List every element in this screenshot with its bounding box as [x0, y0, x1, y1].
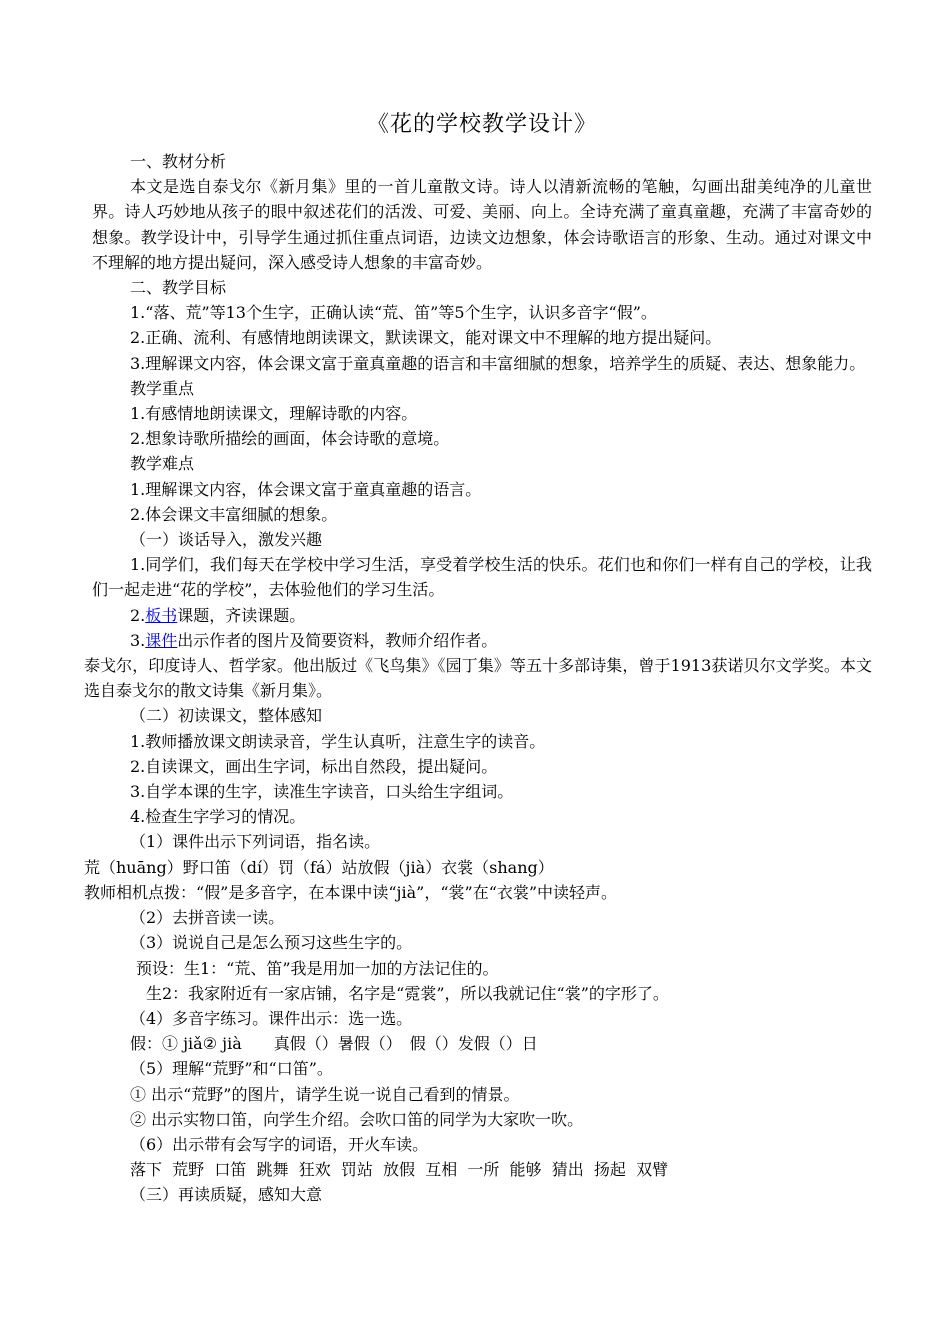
pinyin-words-line: 荒（huāng）野口笛（dí）罚（fá）站放假（jià）衣裳（shang） — [84, 857, 554, 877]
document-body — [84, 149, 872, 1208]
step-2-heading: （二）初读课文，整体感知 — [130, 706, 323, 726]
step-1-item-3-suffix: 出示作者的图片及简要资料，教师介绍作者。 — [177, 630, 498, 650]
section-heading-material-analysis: 一、教材分析 — [130, 152, 227, 171]
step-2-sub-4: （4）多音字练习。课件出示：选一选。 — [130, 1008, 413, 1028]
step-1-heading: （一）谈话导入，激发兴趣 — [130, 530, 323, 550]
teaching-goal-3: 3.理解课文内容，体会课文富于童真童趣的语言和丰富细腻的想象，培养学生的质疑、表达、想象能力。 — [130, 353, 866, 373]
step-2-sub-6: （6）出示带有会写字的词语，开火车读。 — [130, 1134, 429, 1154]
preset-answer-2: 生2：我家附近有一家店铺，名字是“霓裳”，所以我就记住“裳”的字形了。 — [146, 983, 669, 1003]
teacher-note-line: 教师相机点拨：“假”是多音字，在本课中读“jià”，“裳”在“衣裳”中读轻声。 — [84, 882, 618, 902]
polyphone-exercise: 假：① jiǎ② jià 真假（）暑假（） 假（）发假（）日 — [130, 1034, 538, 1054]
step-1-item-2-prefix: 2. — [130, 605, 146, 625]
step-2-item-3: 3.自学本课的生字，读准生字读音，口头给生字组词。 — [130, 782, 514, 802]
material-analysis-paragraph: 本文是选自泰戈尔《新月集》里的一首儿童散文诗。诗人以清新流畅的笔触，勾画出甜美纯净的儿童世界。诗人巧妙地从孩子的眼中叙述花们的活泼、可爱、美丽、向上。全诗充满了童真童趣，充满了丰富奇妙的想象。教学设计中，引导学生通过抓住重点词语，边读文边想象，体会诗歌语言的形象、生动。通过对课文中不理解的地方提出疑问，深入感受诗人想象的丰富奇妙。 — [92, 177, 872, 272]
teaching-difficulty-item-2: 2.体会课文丰富细腻的想象。 — [130, 504, 338, 524]
step-1-item-1: 1.同学们，我们每天在学校中学习生活，享受着学校生活的快乐。花们也和你们一样有自己的学校，让我们一起走进“花的学校”，去体验他们的学习生活。 — [92, 555, 872, 600]
step-2-sub-5-a: ① 出示“荒野”的图片，请学生说一说自己看到的情景。 — [130, 1084, 520, 1104]
step-2-item-2: 2.自读课文，画出生字词，标出自然段，提出疑问。 — [130, 756, 498, 776]
author-info-paragraph: 泰戈尔，印度诗人、哲学家。他出版过《飞鸟集》《园丁集》等五十多部诗集，曾于1913获诺贝尔文学奖。本文选自泰戈尔的散文诗集《新月集》。 — [84, 656, 872, 701]
step-1-item-2 — [92, 603, 872, 628]
teaching-difficulty-heading: 教学难点 — [130, 454, 195, 474]
courseware-link[interactable]: 课件 — [145, 630, 178, 650]
step-1-item-2-suffix: 课题，齐读课题。 — [177, 605, 306, 625]
vocabulary-words-line: 落下 荒野 口笛 跳舞 狂欢 罚站 放假 互相 一所 能够 猜出 扬起 双臂 — [130, 1160, 669, 1180]
teaching-difficulty-item-1: 1.理解课文内容，体会课文富于童真童趣的语言。 — [130, 479, 482, 499]
step-1-item-3 — [92, 628, 872, 653]
step-2-sub-2: （2）去拼音读一读。 — [130, 908, 285, 928]
teaching-focus-item-1: 1.有感情地朗读课文，理解诗歌的内容。 — [130, 404, 418, 424]
document-title: 《花的学校教学设计》 — [366, 112, 597, 137]
step-1-item-3-prefix: 3. — [130, 630, 146, 650]
blackboard-link[interactable]: 板书 — [145, 605, 178, 625]
teaching-goal-1: 1.“落、荒”等13个生字，正确认读“荒、笛”等5个生字，认识多音字“假”。 — [130, 303, 657, 323]
step-2-sub-5: （5）理解“荒野”和“口笛”。 — [130, 1059, 333, 1079]
step-2-item-1: 1.教师播放课文朗读录音，学生认真听，注意生字的读音。 — [130, 731, 546, 751]
preset-answer-1: 预设：生1：“荒、笛”我是用加一加的方法记住的。 — [136, 958, 499, 978]
step-2-sub-1: （1）课件出示下列词语，指名读。 — [130, 832, 381, 852]
teaching-goal-2: 2.正确、流利、有感情地朗读课文，默读课文，能对课文中不理解的地方提出疑问。 — [130, 328, 722, 348]
teaching-focus-heading: 教学重点 — [130, 378, 195, 398]
step-2-item-4: 4.检查生字学习的情况。 — [130, 807, 306, 827]
section-heading-teaching-goals: 二、教学目标 — [130, 278, 227, 298]
teaching-focus-item-2: 2.想象诗歌所描绘的画面，体会诗歌的意境。 — [130, 429, 450, 449]
step-2-sub-5-b: ② 出示实物口笛，向学生介绍。会吹口笛的同学为大家吹一吹。 — [130, 1109, 584, 1129]
step-2-sub-3: （3）说说自己是怎么预习这些生字的。 — [130, 933, 413, 953]
step-3-heading: （三）再读质疑，感知大意 — [130, 1185, 323, 1205]
